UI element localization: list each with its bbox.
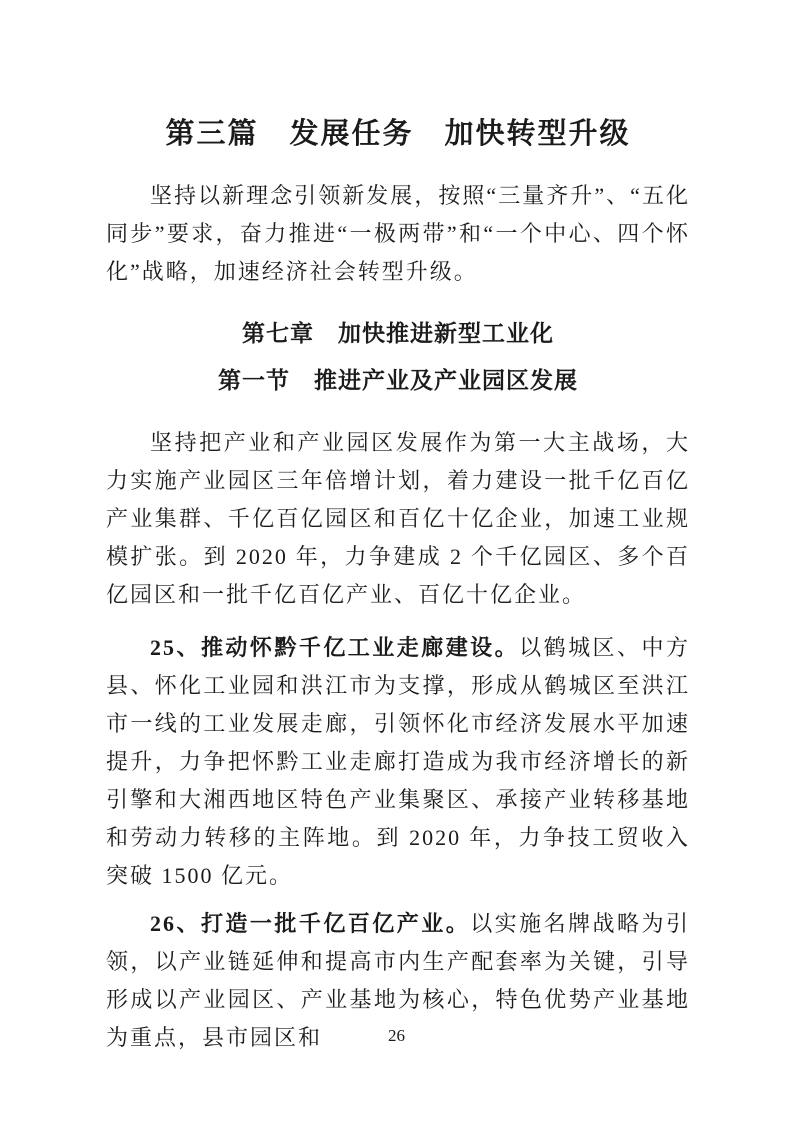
intro-paragraph: 坚持以新理念引领新发展，按照“三量齐升”、“五化同步”要求，奋力推进“一极两带”和“一个中心、四个怀化”战略，加速经济社会转型升级。 bbox=[106, 183, 690, 284]
item-26-lead: 26、打造一批千亿百亿产业。 bbox=[150, 911, 471, 936]
chapter-title: 第七章 加快推进新型工业化 bbox=[242, 320, 554, 346]
page-number: 26 bbox=[388, 1026, 405, 1045]
section-title: 第一节 推进产业及产业园区发展 bbox=[218, 368, 578, 393]
item-26-body: 以实施名牌战略为引领，以产业链延伸和提高市内生产配套率为关键，引导形成以产业园区、产业基地为核心，特色优势产业基地为重点，县市园区和 bbox=[106, 911, 690, 1050]
part-title: 第三篇 发展任务 加快转型升级 bbox=[165, 118, 631, 150]
item-25-paragraph bbox=[106, 629, 690, 895]
item-25-lead: 25、推动怀黔千亿工业走廊建设。 bbox=[150, 635, 520, 660]
page-content bbox=[106, 0, 690, 1057]
item-25-body: 以鹤城区、中方县、怀化工业园和洪江市为支撑，形成从鹤城区至洪江市一线的工业发展走廊，引领怀化市经济发展水平加速提升，力争把怀黔工业走廊打造成为我市经济增长的新引擎和大湘西地区特色产业集聚区、承接产业转移基地和劳动力转移的主阵地。到 2020 年，力争技工贸收入突破 1500 亿元。 bbox=[106, 635, 690, 888]
section-intro-paragraph: 坚持把产业和产业园区发展作为第一大主战场，大力实施产业园区三年倍增计划，着力建设一批千亿百亿产业集群、千亿百亿园区和百亿十亿企业，加速工业规模扩张。到 2020 年，力争建成 2 个千亿园区、多个百亿园区和一批千亿百亿产业、百亿十亿企业。 bbox=[106, 430, 690, 607]
